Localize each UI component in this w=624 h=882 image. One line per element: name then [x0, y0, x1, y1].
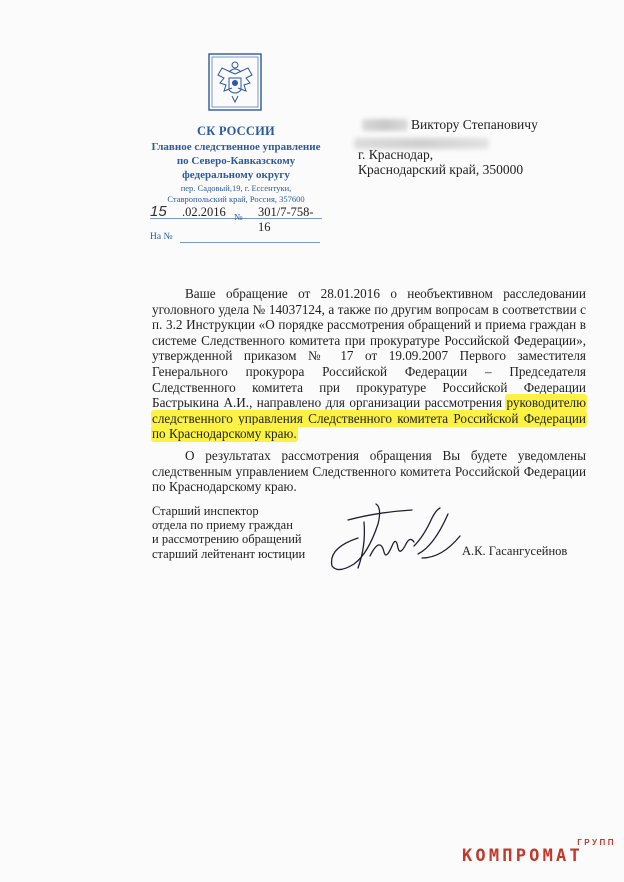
org-line: федеральному округу	[182, 169, 290, 181]
number-sign: №	[234, 212, 243, 222]
handwritten-day: 15	[150, 203, 167, 220]
registration-number: 301/7-758-16	[258, 205, 314, 234]
position-line: отдела по приему граждан	[152, 518, 293, 533]
redacted-surname	[362, 119, 408, 131]
recipient-city: г. Краснодар,	[358, 147, 434, 162]
org-full-name	[140, 140, 332, 182]
body-line: Генерального прокурора Российской Федерации – Председателя	[152, 363, 586, 379]
body-line: О результатах рассмотрения обращения Вы будете уведомлены	[185, 447, 586, 463]
signatory-rank: старший лейтенант юстиции	[152, 547, 306, 561]
address-line: Ставропольский край, Россия, 357600	[167, 194, 305, 204]
paragraph-main	[152, 286, 586, 442]
body-line: Бастрыкина А.И., направлено для организации рассмотрения	[152, 395, 503, 411]
body-line: Ваше обращение от 28.01.2016 о необъективном расследовании	[185, 286, 586, 301]
body-line: Следственного комитета при прокуратуре Российской Федерации	[152, 379, 586, 395]
highlighted-text: руководителю	[506, 395, 586, 411]
reply-to-underline	[180, 242, 320, 243]
recipient-name: Виктору Степановичу	[411, 117, 538, 132]
watermark	[462, 838, 622, 872]
org-address	[140, 183, 332, 205]
paragraph-notice	[152, 448, 586, 495]
position-line: Старший инспектор	[152, 504, 259, 518]
position-line: и рассмотрению обращений	[152, 532, 302, 547]
letter-body	[152, 286, 586, 495]
highlighted-text: следственного управления Следственного комитета Российской Федерации	[152, 410, 586, 426]
registration-date: .02.2016	[182, 205, 226, 219]
body-line: по Краснодарскому краю.	[152, 479, 297, 495]
watermark-small-text: ГРУПП	[577, 838, 616, 847]
watermark-big-text: КОМПРОМАТ	[462, 846, 583, 866]
body-line: уголовного удела № 14037124, а также по другим вопросам в соответствии	[152, 301, 577, 317]
highlighted-text: по Краснодарскому краю.	[152, 426, 297, 442]
signatory-position	[152, 504, 302, 547]
reply-to-label: На №	[150, 232, 173, 242]
handwritten-signature	[318, 498, 474, 578]
coat-of-arms-icon	[203, 52, 267, 112]
reply-to-row	[150, 232, 322, 246]
recipient-region: Краснодарский край, 350000	[358, 162, 524, 177]
org-short-name: СК РОССИИ	[197, 124, 275, 138]
body-line: с п. 3.2 Инструкции «О порядке рассмотрения обращений и приема граждан в	[152, 301, 587, 333]
org-line: Главное следственное управление	[151, 141, 321, 153]
body-line: системе Следственного комитета при прокуратуре Российской Федерации»,	[152, 332, 586, 348]
signatory-name: А.К. Гасангусейнов	[462, 544, 568, 558]
body-line: следственным управлением Следственного комитета Российской Федерации	[152, 463, 586, 479]
org-line: по Северо-Кавказскому	[176, 155, 296, 167]
body-line: утвержденной приказом № 17 от 19.09.2007 Первого заместителя	[152, 348, 586, 364]
address-line: пер. Садовый,19, г. Ессентуки,	[180, 183, 292, 193]
